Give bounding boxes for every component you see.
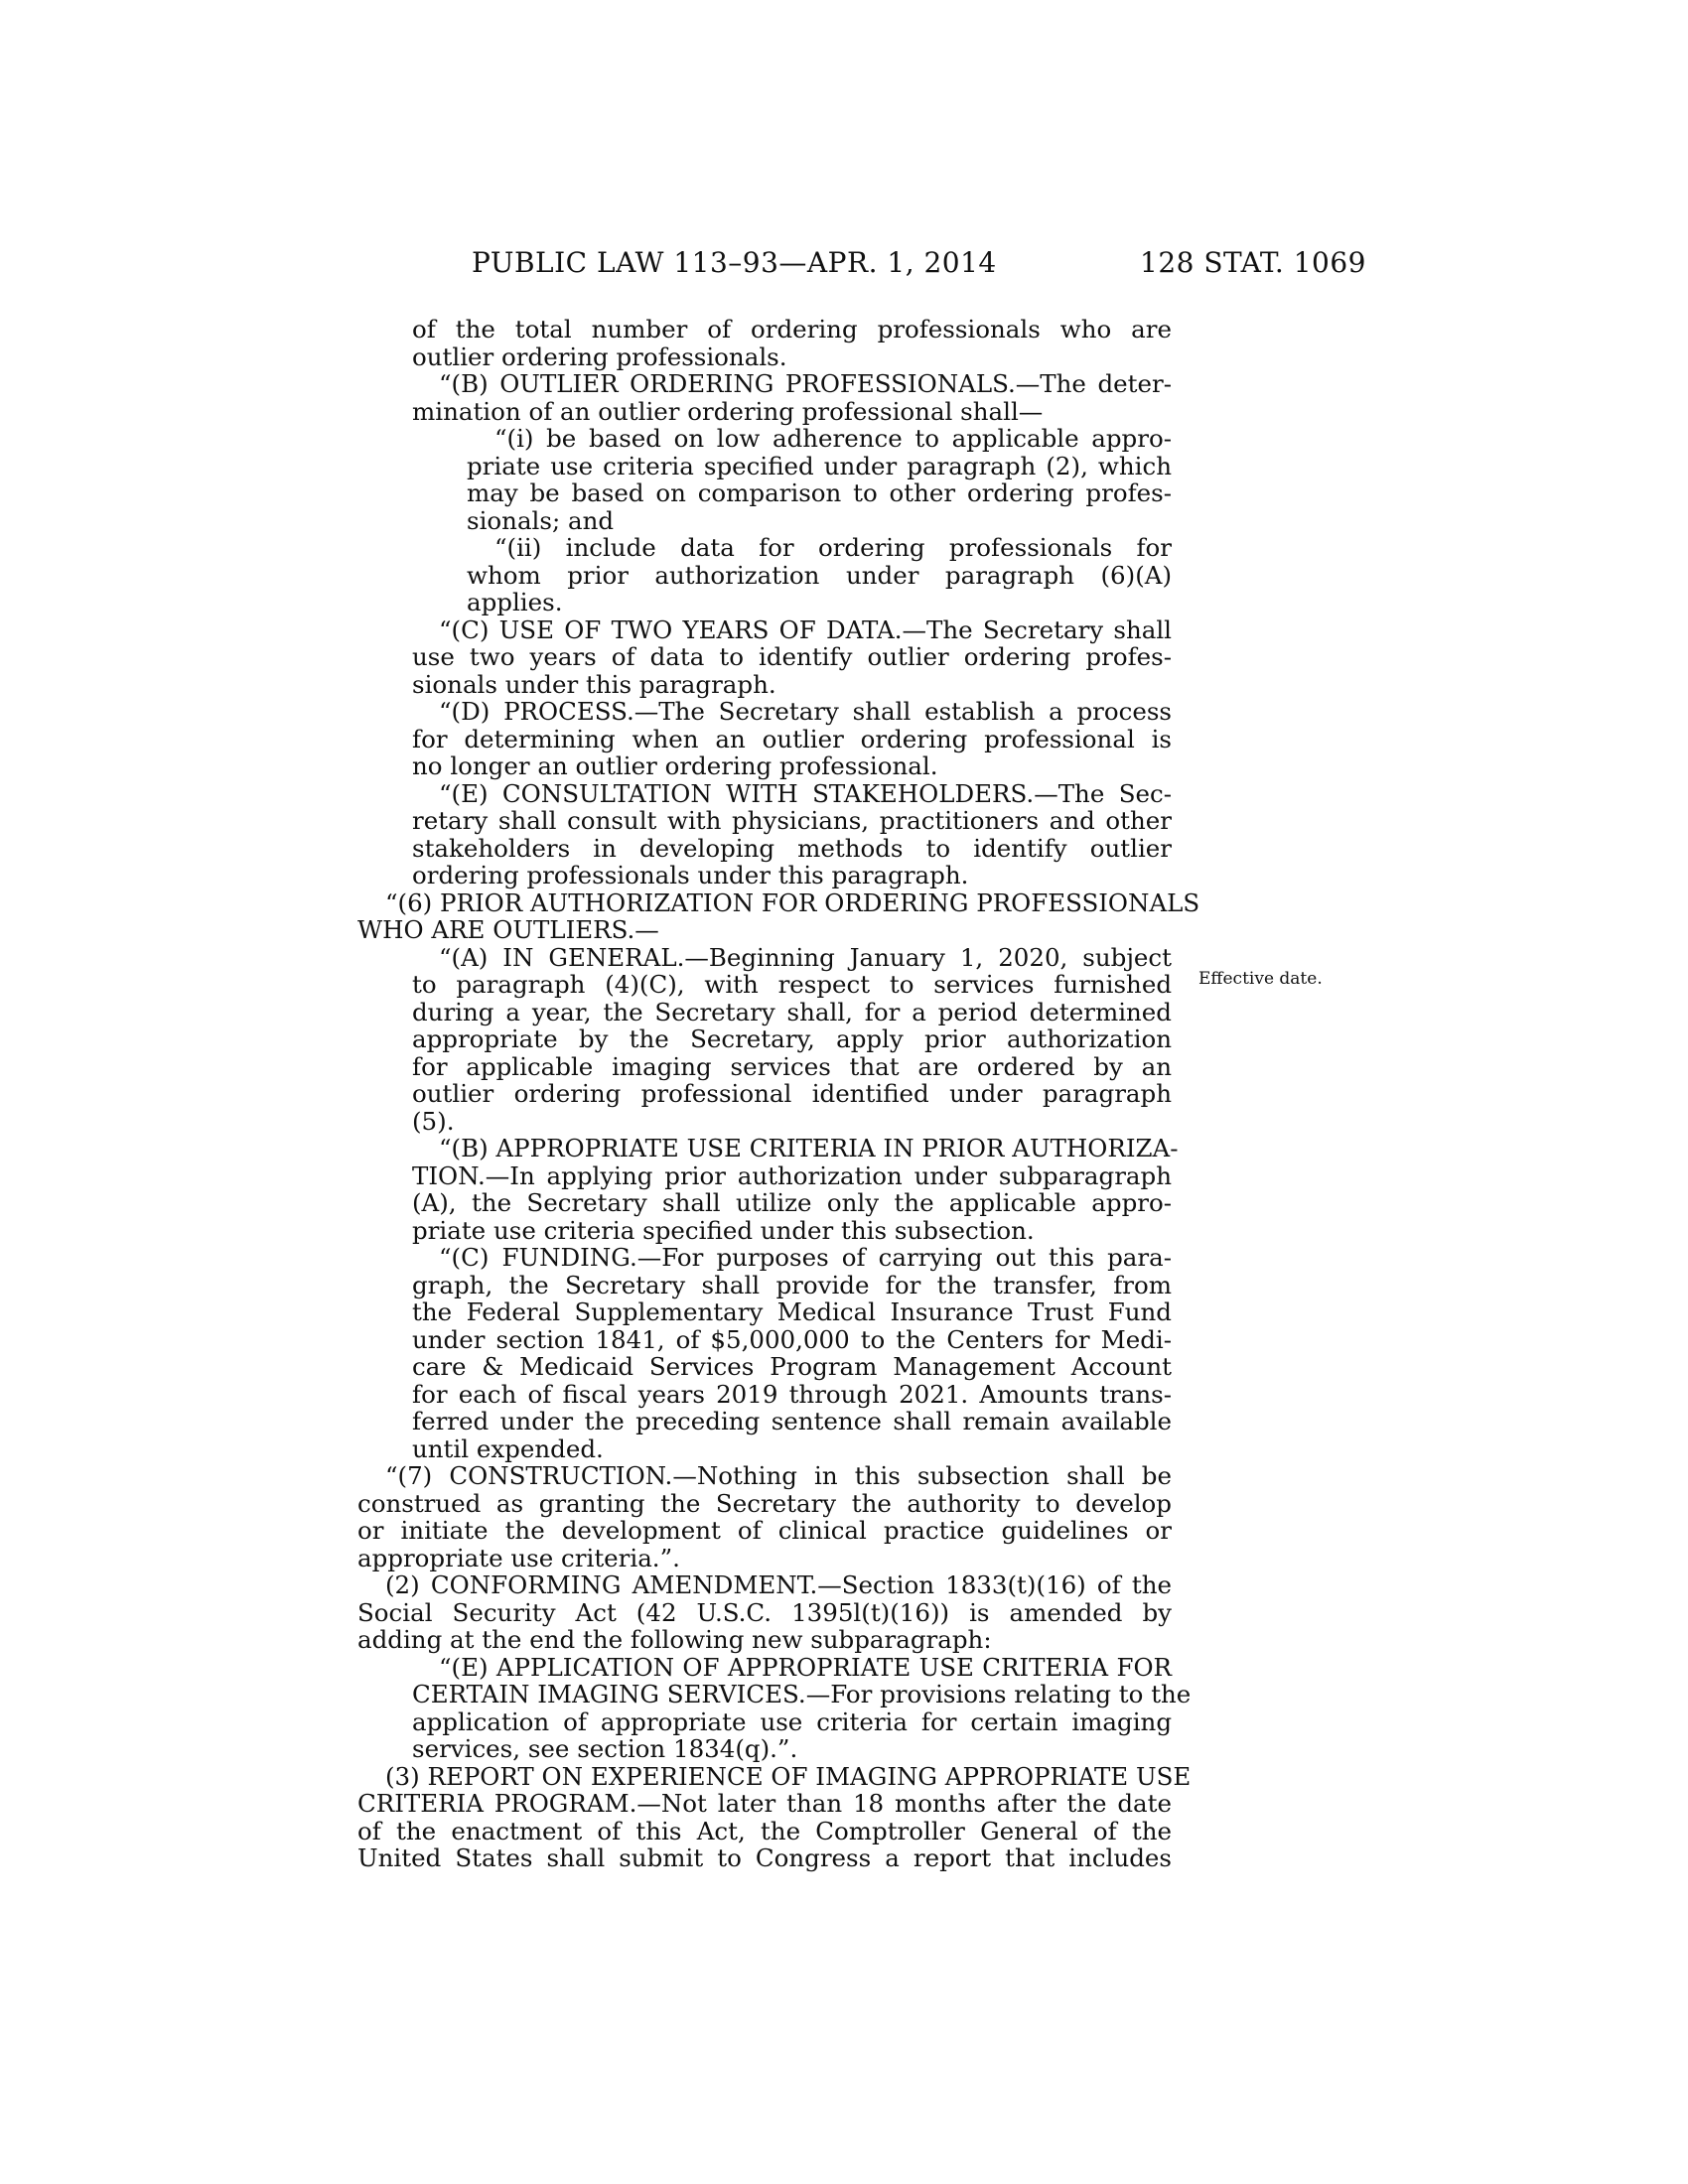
text-line: priate use criteria specified under this subsection. <box>412 1215 1035 1245</box>
text-line: whom prior authorization under paragraph (6)(A) <box>467 560 1172 590</box>
text-line: “(E) CONSULTATION WITH STAKEHOLDERS.—The Sec- <box>439 778 1172 808</box>
text-line: (3) REPORT ON EXPERIENCE OF IMAGING APPROPRIATE USE <box>385 1761 1192 1791</box>
text-line: adding at the end the following new subparagraph: <box>357 1625 992 1654</box>
document-body <box>357 315 1200 1872</box>
text-line: “(i) be based on low adherence to applicable appro- <box>494 424 1172 453</box>
text-line: the Federal Supplementary Medical Insurance Trust Fund <box>412 1297 1172 1326</box>
text-line: ferred under the preceding sentence shall remain available <box>412 1407 1172 1435</box>
text-line: Social Security Act (42 U.S.C. 1395l(t)(16)) is amended by <box>357 1597 1172 1627</box>
text-line: WHO ARE OUTLIERS.— <box>357 915 659 944</box>
text-line: sionals under this paragraph. <box>412 669 776 699</box>
text-line: retary shall consult with physicians, practitioners and other <box>412 806 1172 835</box>
text-line: TION.—In applying prior authorization under subparagraph <box>412 1160 1172 1190</box>
text-line: of the enactment of this Act, the Comptroller General of the <box>357 1816 1172 1845</box>
margin-note: Effective date. <box>1198 969 1323 989</box>
text-line: “(ii) include data for ordering professionals for <box>494 533 1172 562</box>
text-line: for applicable imaging services that are ordered by an <box>412 1051 1172 1081</box>
text-line: (5). <box>412 1106 455 1136</box>
text-line: “(C) USE OF TWO YEARS OF DATA.—The Secretary shall <box>439 614 1172 644</box>
text-line: CRITERIA PROGRAM.—Not later than 18 months after the date <box>357 1789 1172 1818</box>
text-line: appropriate by the Secretary, apply prior authorization <box>412 1024 1172 1053</box>
text-line: CERTAIN IMAGING SERVICES.—For provisions relating to the <box>412 1680 1192 1708</box>
text-line: stakeholders in developing methods to identify outlier <box>412 833 1172 863</box>
text-line: “(6) PRIOR AUTHORIZATION FOR ORDERING PROFESSIONALS <box>385 887 1200 917</box>
text-line: may be based on comparison to other ordering profes- <box>467 478 1172 507</box>
text-line: applies. <box>467 588 563 616</box>
text-line: (A), the Secretary shall utilize only the applicable appro- <box>412 1188 1172 1217</box>
text-line: graph, the Secretary shall provide for the transfer, from <box>412 1270 1172 1299</box>
text-line: use two years of data to identify outlier ordering profes- <box>412 642 1172 671</box>
text-line: for each of fiscal years 2019 through 2021. Amounts trans- <box>412 1379 1172 1409</box>
text-line: of the total number of ordering professionals who are <box>412 315 1172 343</box>
text-line: “(B) OUTLIER ORDERING PROFESSIONALS.—The deter- <box>439 369 1172 398</box>
text-line: ordering professionals under this paragraph. <box>412 861 969 889</box>
text-line: during a year, the Secretary shall, for a period determined <box>412 997 1172 1026</box>
text-line: construed as granting the Secretary the authority to develop <box>357 1488 1172 1518</box>
text-line: until expended. <box>412 1433 604 1463</box>
text-line: “(7) CONSTRUCTION.—Nothing in this subsection shall be <box>385 1461 1172 1490</box>
text-line: mination of an outlier ordering professional shall— <box>412 396 1044 426</box>
text-line: United States shall submit to Congress a report that includes <box>357 1843 1172 1872</box>
text-line: “(A) IN GENERAL.—Beginning January 1, 2020, subject <box>439 942 1172 972</box>
text-line: “(B) APPROPRIATE USE CRITERIA IN PRIOR AUTHORIZA- <box>439 1134 1179 1162</box>
text-line: “(D) PROCESS.—The Secretary shall establish a process <box>439 697 1172 726</box>
text-line: priate use criteria specified under paragraph (2), which <box>467 451 1172 480</box>
text-line: “(C) FUNDING.—For purposes of carrying out this para- <box>439 1243 1172 1272</box>
text-line: outlier ordering professional identified under paragraph <box>412 1079 1172 1108</box>
text-line: care & Medicaid Services Program Management Account <box>412 1352 1172 1381</box>
text-line: outlier ordering professionals. <box>412 341 787 371</box>
text-line: (2) CONFORMING AMENDMENT.—Section 1833(t)(16) of the <box>385 1570 1172 1599</box>
text-line: services, see section 1834(q).”. <box>412 1734 798 1763</box>
text-line: application of appropriate use criteria for certain imaging <box>412 1706 1172 1736</box>
page-header-stat-number: 128 STAT. 1069 <box>1140 246 1366 279</box>
text-line: to paragraph (4)(C), with respect to services furnished <box>412 970 1172 999</box>
text-line: for determining when an outlier ordering professional is <box>412 724 1172 753</box>
text-line: or initiate the development of clinical practice guidelines or <box>357 1516 1172 1545</box>
text-line: under section 1841, of $5,000,000 to the Centers for Medi- <box>412 1324 1172 1354</box>
page-header-title: PUBLIC LAW 113–93—APR. 1, 2014 <box>472 246 997 279</box>
text-line: sionals; and <box>467 505 615 535</box>
text-line: appropriate use criteria.”. <box>357 1543 680 1572</box>
text-line: no longer an outlier ordering professional. <box>412 751 938 780</box>
text-line: “(E) APPLICATION OF APPROPRIATE USE CRITERIA FOR <box>439 1652 1172 1682</box>
